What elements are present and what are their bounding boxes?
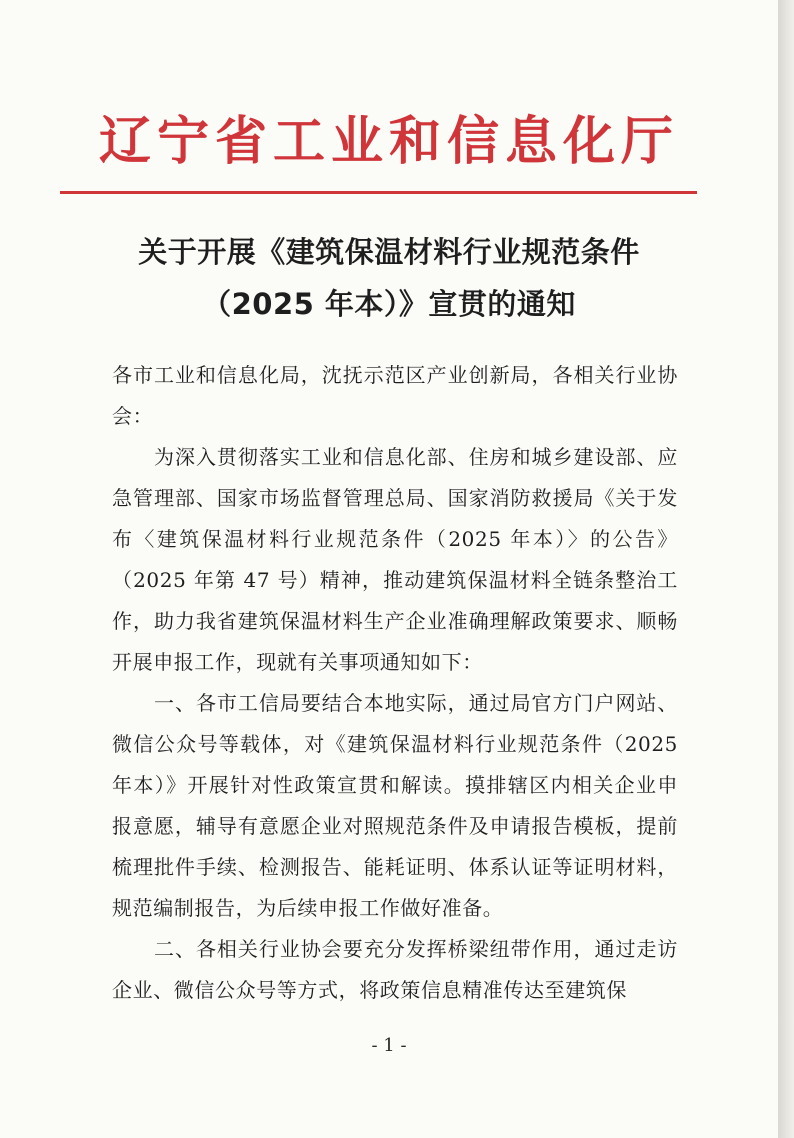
- issuer-header: 辽宁省工业和信息化厅: [98, 111, 679, 172]
- body-paragraph-1: 一、各市工信局要结合本地实际，通过局官方门户网站、微信公众号等载体，对《建筑保温材料行业规范条件（2025 年本）》开展针对性政策宣贯和解读。摸排辖区内相关企业申报意愿，辅导有意愿企业对照规范条件及申请报告模板，提前梳理批件手续、检测报告、能耗证明、体系认证等证明材料，规范编制报告，为后续申报工作做好准备。: [112, 691, 678, 920]
- title-line-2: （2025 年本）》宣贯的通知: [202, 287, 576, 321]
- page-edge-shadow: [778, 0, 794, 1138]
- body-paragraph-intro: 为深入贯彻落实工业和信息化部、住房和城乡建设部、应急管理部、国家市场监督管理总局、国家消防救援局《关于发布〈建筑保温材料行业规范条件（2025 年本）〉的公告》（2025 年第 47 号）精神，推动建筑保温材料全链条整治工作，助力我省建筑保温材料生产企业准确理解政策要求、顺畅开展申报工作，现就有关事项通知如下：: [112, 445, 678, 674]
- red-divider-line: [60, 191, 697, 194]
- document-title: [0, 226, 778, 330]
- addressee-line: 各市工业和信息化局，沈抚示范区产业创新局，各相关行业协会：: [112, 363, 678, 428]
- document-body: [112, 355, 678, 1011]
- page-number: - 1 -: [371, 1035, 407, 1056]
- title-line-1: 关于开展《建筑保温材料行业规范条件: [138, 235, 640, 269]
- body-paragraph-2: 二、各相关行业协会要充分发挥桥梁纽带作用，通过走访企业、微信公众号等方式，将政策信息精准传达至建筑保: [112, 937, 678, 1002]
